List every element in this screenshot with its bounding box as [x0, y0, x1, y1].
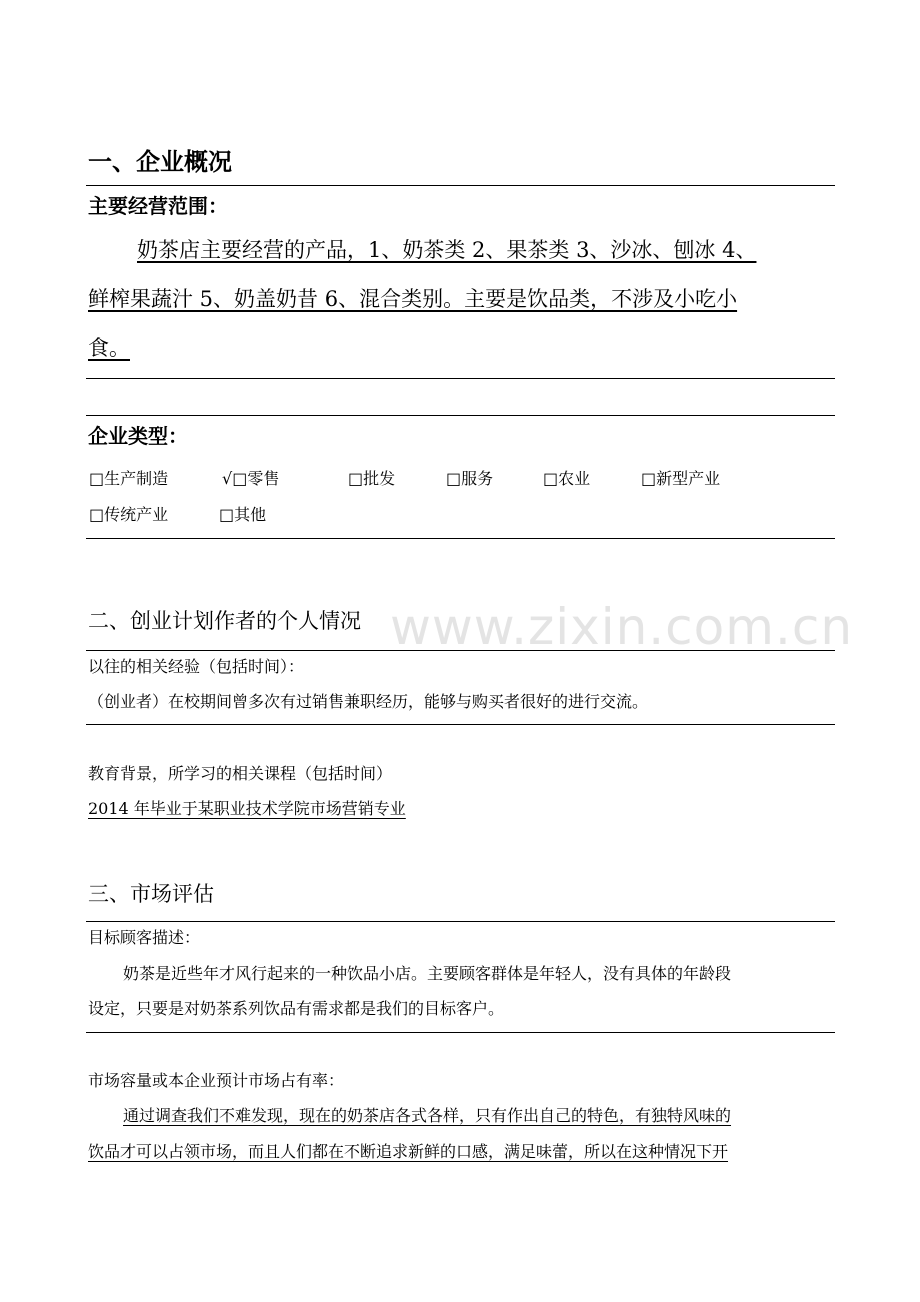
option-wholesale[interactable]: □批发: [348, 469, 396, 488]
divider: [86, 1032, 835, 1033]
option-service[interactable]: □服务: [446, 469, 494, 488]
market-capacity-line-2: 饮品才可以占领市场，而且人们都在不断追求新鲜的口感，满足味蕾，所以在这种情况下开: [88, 1142, 729, 1161]
market-capacity-label: 市场容量或本企业预计市场占有率：: [88, 1071, 345, 1090]
divider: [86, 185, 835, 186]
option-new-industry[interactable]: □新型产业: [641, 469, 721, 488]
education-text: 2014 年毕业于某职业技术学院市场营销专业: [88, 799, 406, 818]
experience-label: 以往的相关经验（包括时间）：: [88, 657, 305, 676]
divider: [86, 650, 835, 651]
target-customer-line-1: 奶茶是近些年才风行起来的一种饮品小店。主要顾客群体是年轻人，没有具体的年龄段: [123, 964, 732, 983]
option-manufacturing[interactable]: □生产制造: [89, 469, 169, 488]
target-customer-label: 目标顾客描述：: [88, 928, 201, 947]
option-retail-checked[interactable]: √□零售: [222, 469, 280, 488]
option-other[interactable]: □其他: [219, 505, 267, 524]
divider: [86, 921, 835, 922]
section-title-market: 三、市场评估: [88, 882, 214, 906]
scope-line-2: 鲜榨果蔬汁 5、奶盖奶昔 6、混合类别。主要是饮品类，不涉及小吃小: [88, 287, 738, 311]
section-title-author: 二、创业计划作者的个人情况: [88, 609, 361, 633]
experience-text: （创业者）在校期间曾多次有过销售兼职经历，能够与购买者很好的进行交流。: [88, 692, 649, 711]
watermark: www.zixin.com.cn: [390, 598, 854, 656]
scope-line-1: 奶茶店主要经营的产品，1、奶茶类 2、果茶类 3、沙冰、刨冰 4、: [137, 238, 757, 262]
option-agriculture[interactable]: □农业: [543, 469, 591, 488]
enterprise-type-label: 企业类型：: [88, 424, 188, 448]
scope-label: 主要经营范围：: [88, 194, 228, 218]
education-label: 教育背景，所学习的相关课程（包括时间）: [88, 764, 393, 783]
divider: [86, 378, 835, 379]
section-title-overview: 一、企业概况: [88, 148, 232, 176]
scope-line-3: 食。: [88, 336, 130, 360]
divider: [86, 415, 835, 416]
target-customer-line-2: 设定，只要是对奶茶系列饮品有需求都是我们的目标客户。: [88, 999, 505, 1018]
market-capacity-line-1: 通过调查我们不难发现，现在的奶茶店各式各样，只有作出自己的特色，有独特风味的: [123, 1106, 732, 1125]
divider: [86, 724, 835, 725]
divider: [86, 538, 835, 539]
option-traditional-industry[interactable]: □传统产业: [89, 505, 169, 524]
